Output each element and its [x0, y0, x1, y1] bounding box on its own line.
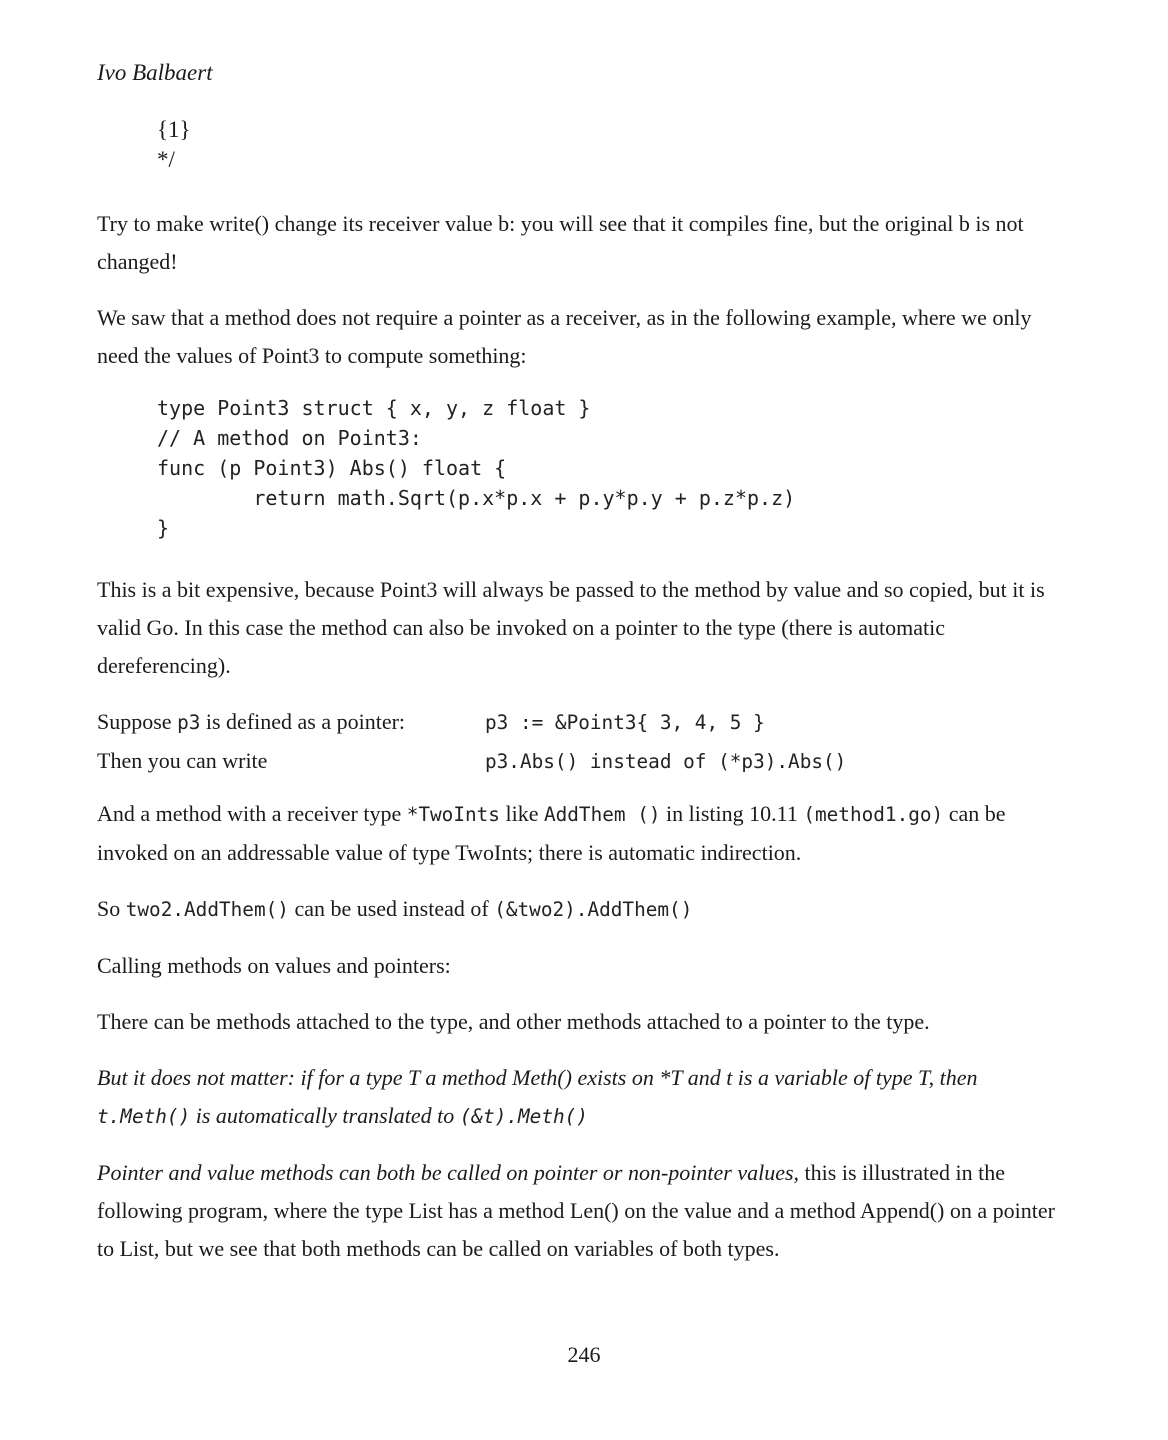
text-segment: This is a bit expensive, because Point3 will always be passed to the method by value and so copied, but it is valid Go. In this case the method can also be invoked on a pointer to the type (there is automatic dereferencing). [97, 577, 1045, 678]
page-number: 246 [567, 1342, 601, 1367]
paragraph [97, 571, 1074, 685]
paragraph [97, 1154, 1074, 1268]
paragraph [97, 1059, 1074, 1136]
text-segment: Suppose [97, 709, 178, 734]
paragraph [97, 205, 1074, 281]
author-header: Ivo Balbaert [97, 60, 213, 85]
text-segment: We saw that a method does not require a pointer as a receiver, as in the following example, where we only need the values of Point3 to compute something: [97, 305, 1032, 368]
column-right [485, 742, 1074, 781]
paragraph [97, 299, 1074, 375]
text-segment: Calling methods on values and pointers: [97, 953, 451, 978]
text-segment: t.Meth() [97, 1105, 191, 1128]
text-segment: (method1.go) [803, 803, 944, 826]
paragraph [97, 1003, 1074, 1041]
text-segment: like [499, 801, 544, 826]
text-segment: Try to make write() change its receiver value b: you will see that it compiles fine, but the original b is not changed! [97, 211, 1024, 274]
text-segment: p3 := &Point3{ 3, 4, 5 } [485, 711, 765, 734]
code-line: func (p Point3) Abs() float { [157, 456, 507, 480]
text-segment: is automatically translated to [190, 1103, 460, 1128]
paragraph [97, 947, 1074, 985]
text-segment: So [97, 896, 126, 921]
text-segment: Pointer and value methods can both be called on pointer or non-pointer values [97, 1160, 794, 1185]
book-page [97, 58, 1074, 1286]
code-line: } [157, 516, 170, 540]
two-column-row [97, 703, 1074, 742]
text-segment: can be used instead of [288, 896, 495, 921]
text-segment: (&t).Meth() [459, 1105, 588, 1128]
text-segment: is defined as a pointer: [200, 709, 406, 734]
text-segment: , this is illustrated in the following program, where the type List has a method Len() on the value and a method Append() on a pointer to List, but we see that both methods can be called on variables of both types. [97, 1160, 1055, 1261]
text-segment: p3.Abs() instead of (*p3).Abs() [485, 750, 847, 773]
text-segment: in listing 10.11 [660, 801, 804, 826]
text-segment: *TwoInts [406, 803, 500, 826]
text-segment: And a method with a receiver type [97, 801, 407, 826]
comment-line: */ [157, 147, 175, 172]
comment-line: {1} [157, 117, 191, 142]
code-line: return math.Sqrt(p.x*p.x + p.y*p.y + p.z*p.z) [157, 486, 796, 510]
code-line: // A method on Point3: [157, 426, 422, 450]
code-line: type Point3 struct { x, y, z float } [157, 396, 591, 420]
paragraph [97, 890, 1074, 929]
text-segment: two2.AddThem() [125, 898, 289, 921]
text-segment: can be invoked on an addressable value of type TwoInts; there is automatic indirection. [97, 801, 1006, 865]
paragraph [97, 795, 1074, 872]
text-segment: (&two2).AddThem() [494, 898, 693, 921]
text-segment: There can be methods attached to the type, and other methods attached to a pointer to the type. [97, 1009, 930, 1034]
column-left [97, 703, 485, 742]
text-segment: p3 [177, 711, 201, 734]
text-segment: AddThem () [543, 803, 661, 826]
two-column-row [97, 742, 1074, 781]
column-left [97, 742, 485, 781]
text-segment: Then you can write [97, 748, 268, 773]
two-column-block [97, 703, 1074, 781]
column-right [485, 703, 1074, 742]
text-segment: But it does not matter: if for a type T a method Meth() exists on *T and t is a variable of type T, then [97, 1065, 978, 1090]
comment-lines [97, 115, 1074, 175]
code-block [97, 393, 1074, 543]
page-content [97, 115, 1074, 1268]
